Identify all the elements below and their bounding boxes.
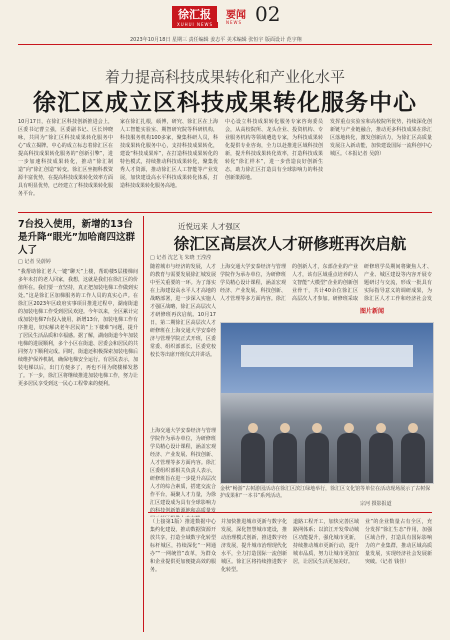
sidebar-byline: □ 记者 吴蔚婷 — [18, 259, 51, 265]
lead-column-1: 10月17日，在徐汇区科技创新推进会上，区委书记曹立强，区委副书记、区长钟晓咏，共同为“徐汇区科技成果转化服务中心”成立揭牌。中心的成立标志着徐汇区在提高科技成果转化服务的“创新引擎”，进一步加速科技成果转化，推动“徐汇制造”向“徐汇创造”转变。徐汇区坐拥科教资源丰富优势，在提高科技成果转化效率方面具有明显优势，已经建立了科技成果转化服务平台。 — [18, 119, 113, 197]
photo-caption: 金秋“畅游”古树游园活动在徐汇区滨江绿地举行，徐汇区文化馆等单位在活动现场展示了古树保护成果和“一本书”系列活动。 — [220, 486, 431, 499]
second-column-1: 随着城市与经济的发展，人才的教育与需要发展徐汇城发展中至关重要的一环。为了落实在上海建设高水平人才高地的战略部署，进一步深入实施人才强区战略，徐汇区高层次人才研修班再次启航。10月17日，第二期徐汇区高层次人才研修班在上海交通大学安泰经济与管理学院正式开班，区委常委、组织部部长、区委党校校长等出席开班仪式并讲话。 — [150, 264, 216, 358]
photo-person-head — [312, 423, 322, 433]
page-number: 02 — [255, 2, 281, 26]
photo-news-label: 图片新闻 — [360, 308, 385, 315]
newspaper-logo: 徐汇报 — [172, 6, 217, 23]
photo-person — [273, 433, 297, 483]
second-byline: □ 记者 沈艺飞 朱晓 王滢滢 — [150, 255, 212, 261]
lead-headline: 徐汇区成立区科技成果转化服务中心 — [33, 90, 417, 116]
second-kicker: 近悦远来 人才强区 — [178, 222, 241, 231]
second-column-3: 的创新人才，东部企业的产业人才，该有区域重点培养的人文智能“大模型”企业的创新创业骨干，共计40余位徐汇区高层次人才参加。研修班采取 — [292, 264, 358, 302]
sidebar-headline: 7台投入使用，新增的13台是升降“眼光”加哈商四这群人了 — [18, 219, 135, 256]
second-column-2: 上海交通大学安泰经济与管理学院作为承办单位，为研修班学员精心设计课程，涵盖宏观经济、产业发展、科技创新、人才管理等多方面内容。徐汇 — [220, 264, 286, 302]
masthead — [0, 0, 450, 46]
photo-person — [305, 433, 329, 483]
photo-stage-banner — [241, 345, 413, 367]
section-label: 要闻 — [226, 10, 246, 21]
bottom-rule — [148, 512, 432, 513]
second-headline: 徐汇区高层次人才研修班再次启航 — [173, 235, 407, 253]
news-photo — [220, 322, 434, 484]
lead-column-2: 家在徐汇扎根，硕博，研究、徐汇区在上海人工智能实验室、期智研究院等科研机构，科技服务机构100多家，聚集科研人员，科技成果转化服务中心，支持科技成果转化，建设“科技成果库”，在打造科技成果转化的特色模式，持续推动科技成果转化，聚集优秀人才资源，推动徐汇区人工智能等产业发展，加快建设高水平科技成果转化体系，打造科技成果转化服务高地。 — [120, 119, 218, 189]
bottom-column-2: 并加快推进城市更新与数字化发展，深化智慧城市建设，推动治理模式创新，推进数字经济发展，提升城市治理现代化水平，全力打造国际一流创新城区。徐汇区将持续推进数字化转型。 — [221, 519, 287, 573]
column-divider — [143, 216, 144, 632]
bottom-column-3: 道路工程开工，加快完善区域路网体系；以滨江开发带动城区功能提升，强化城市更新，持续推动城市更新行动，提升城市品质，努力让城市更加宜居，让居民生活更加美好。 — [293, 519, 359, 565]
photo-person — [401, 433, 425, 483]
lead-column-3: 中心设立科技成果转化服务专家咨询委员会，从高校院所、龙头企业、投资机构、专业服务机构等领域遴选专家，为科技成果转化提供专业咨询，全力以赴推进区域科技创新，提升科技成果转化效率，打造科技成果转化“徐汇样本”，进一步营造良好创新生态，助力徐汇区打造具有全球影响力的科技创新策源地。 — [225, 119, 323, 181]
sidebar-body: “我帮助徐汇老人一键“聊天”上楼，帮助楼5层楼梯间多年未打的老人回家，我想，这就是我们在徐汇区的价值所在。我们要一直坚持，真正把加装电梯工作做到实处。”这是徐汇区加梯服务的工作人员的真实心声。在徐汇区2023年区政府实事项目推进过程中，湖南街道的加装电梯工作受到居民欢迎。今年以来，全区累计完成加装电梯7台投入使用，新增13台，加装电梯工作有序推进，切实解决老年居民的“上下楼难”问题，提升了居民生活品质和幸福感。据了解，湖南街道今年加装电梯的进展顺利，多个小区在街道、居委会和居民的共同努力下顺利完成。同时，街道还积极探索加装电梯后续维护保养机制，确保电梯安全运行。有居民表示，加装电梯以后，出门方便多了，再也不用为爬楼梯发愁了。下一步，徐汇区将继续推进加装电梯工作，努力让更多居民享受到这一民心工程带来的便利。 — [18, 269, 138, 387]
section-sub-label: NEWS — [226, 20, 243, 25]
photo-person — [337, 433, 361, 483]
lead-kicker: 着力提高科技成果转化和产业化水平 — [104, 68, 345, 86]
second-column-4: 研修班学员期间将聚焦人才、产业、城区建设等内容开展专题研讨与交流，形成一批具有实际指导意义的调研成果，为徐汇区人才工作和经济社会发 — [364, 264, 432, 302]
bottom-column-1: （上接第1版）推进数据中心集约化建设，推动数据资源开放共享，打造全域数字化转型标杆城区，持续深化“一网通办”“一网统管”改革，为群众和企业提供更加便捷高效的服务。 — [150, 519, 216, 573]
photo-person — [369, 433, 393, 483]
dateline: 2023年10月18日 星期三 责任编辑 姜志平 美术编辑 张恒宇 版面设计 范宇翔 — [130, 37, 302, 43]
photo-person-head — [344, 423, 354, 433]
bottom-column-4: 业”的企业数量占有全区，充分发挥“徐汇生态”作用，加强区域合作，打造具有国际影响力的产业集群，推动区域高质量发展，实现经济社会发展新突破。（记者 钱佳） — [365, 519, 432, 565]
photo-person-head — [280, 423, 290, 433]
photo-person-head — [376, 423, 386, 433]
section-rule — [18, 212, 432, 213]
photo-person-head — [248, 423, 258, 433]
second-column-1-cont: 上海交通大学安泰经济与管理学院作为承办单位，为研修班学员精心设计课程，涵盖宏观经济、产业发展、科技创新、人才管理等多方面内容。徐汇区委组织部相关负责人表示，研修班旨在进一步提升高层次人才的综合素质，搭建交流合作平台，凝聚人才力量，为徐汇区建设成为具有全球影响力的科技创新策源地和高质量发 — [150, 428, 216, 514]
photo-person-head — [408, 423, 418, 433]
newspaper-logo-sub: XUHUI NEWS — [172, 22, 218, 28]
photo-person — [241, 433, 265, 483]
photo-credit: 宗河 摄影报道 — [360, 501, 392, 507]
photo-stage-backdrop — [221, 323, 433, 393]
lead-column-4: 发挥重点实验室和高校院所优势，持续深化创新链与产业链融合，推动更多科技成果在徐汇区落地转化，激发创新活力，为徐汇区高质量发展注入新动能，加快建设国际一流科创中心城区。（本报记者 吴蔚） — [330, 119, 432, 157]
masthead-rule — [18, 44, 432, 45]
